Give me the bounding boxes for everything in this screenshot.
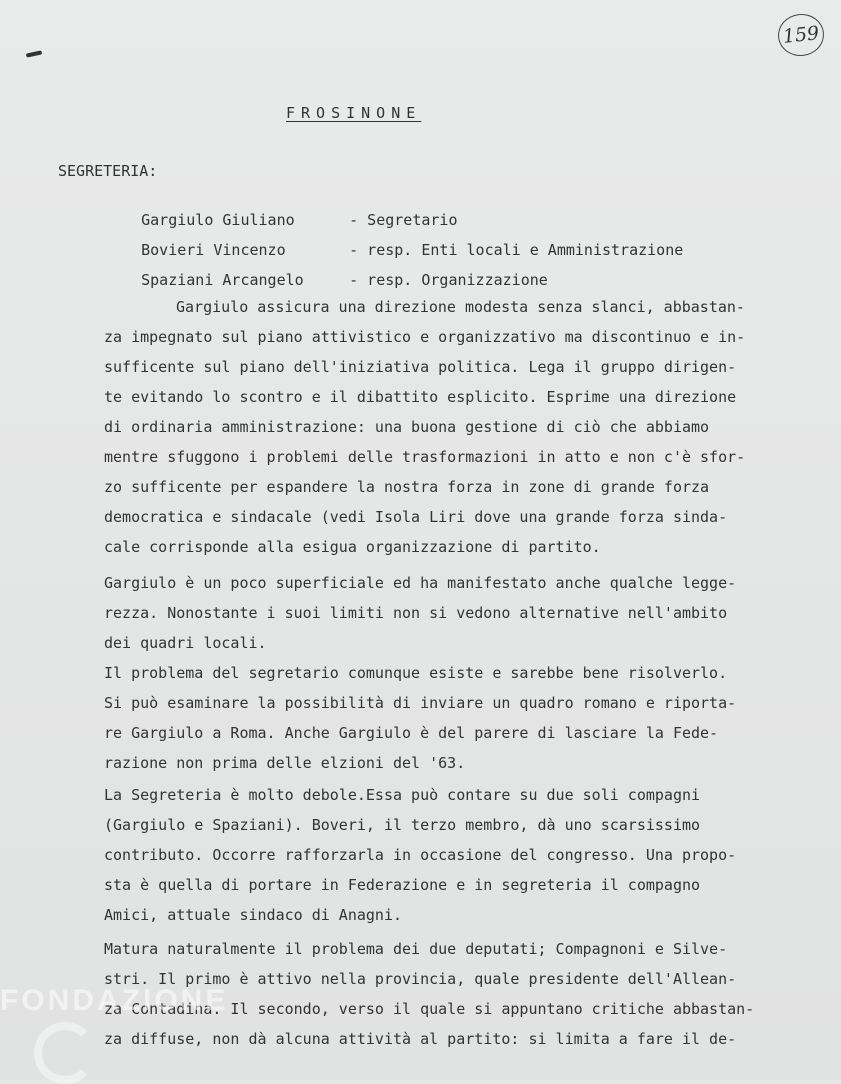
paragraph — [104, 780, 816, 930]
text-line: (Gargiulo e Spaziani). Boveri, il terzo membro, dà uno scarsissimo — [104, 816, 701, 834]
text-line: Gargiulo è un poco superficiale ed ha manifestato anche qualche legge- — [104, 574, 737, 592]
member-role: - Segretario — [349, 211, 458, 229]
text-line: sufficente sul piano dell'iniziativa politica. Lega il gruppo dirigen- — [104, 358, 737, 376]
text-line: te evitando lo scontro e il dibattito esplicito. Esprime una direzione — [104, 388, 737, 406]
text-line: Matura naturalmente il problema dei due deputati; Compagnoni e Silve- — [104, 940, 728, 958]
text-line: zo sufficente per espandere la nostra forza in zone di grande forza — [104, 478, 710, 496]
text-line: stri. Il primo è attivo nella provincia, quale presidente dell'Allean- — [104, 970, 737, 988]
text-line: cale corrisponde alla esigua organizzazione di partito. — [104, 538, 601, 556]
archive-logo-icon — [34, 1022, 96, 1084]
text-line: democratica e sindacale (vedi Isola Liri dove una grande forza sinda- — [104, 508, 728, 526]
paragraph — [104, 568, 816, 778]
text-line: contributo. Occorre rafforzarla in occasione del congresso. Una propo- — [104, 846, 737, 864]
member-role: - resp. Organizzazione — [349, 271, 548, 289]
text-line: sta è quella di portare in Federazione e in segreteria il compagno — [104, 876, 701, 894]
text-line: dei quadri locali. — [104, 634, 267, 652]
page-number: 159 — [776, 12, 826, 59]
text-line: za impegnato sul piano attivistico e organizzativo ma discontinuo e in- — [104, 328, 746, 346]
text-line: di ordinaria amministrazione: una buona gestione di ciò che abbiamo — [104, 418, 710, 436]
member-name: Spaziani Arcangelo — [141, 271, 304, 289]
member-name: Gargiulo Giuliano — [141, 211, 295, 229]
text-line: Gargiulo assicura una direzione modesta senza slanci, abbastan- — [176, 298, 745, 316]
text-line: za Contadina. Il secondo, verso il quale si appuntano critiche abbastan- — [104, 1000, 755, 1018]
text-line: Il problema del segretario comunque esiste e sarebbe bene risolverlo. — [104, 664, 728, 682]
text-line: Si può esaminare la possibilità di inviare un quadro romano e riporta- — [104, 694, 737, 712]
text-line: razione non prima delle elzioni del '63. — [104, 754, 466, 772]
archive-watermark: FONDAZIONE — [0, 984, 229, 1017]
member-role: - resp. Enti locali e Amministrazione — [349, 241, 684, 259]
member-name: Bovieri Vincenzo — [141, 241, 286, 259]
text-line: mentre sfuggono i problemi delle trasformazioni in atto e non c'è sfor- — [104, 448, 746, 466]
text-line: rezza. Nonostante i suoi limiti non si vedono alternative nell'ambito — [104, 604, 728, 622]
text-line: La Segreteria è molto debole.Essa può contare su due soli compagni — [104, 786, 701, 804]
ink-speck — [26, 50, 42, 57]
text-line: re Gargiulo a Roma. Anche Gargiulo è del parere di lasciare la Fede- — [104, 724, 719, 742]
page-title: FROSINONE — [286, 104, 422, 122]
text-line: Amici, attuale sindaco di Anagni. — [104, 906, 403, 924]
text-line: za diffuse, non dà alcuna attività al partito: si limita a fare il de- — [104, 1030, 737, 1048]
section-label: SEGRETERIA: — [58, 162, 158, 180]
paragraph — [104, 292, 816, 562]
